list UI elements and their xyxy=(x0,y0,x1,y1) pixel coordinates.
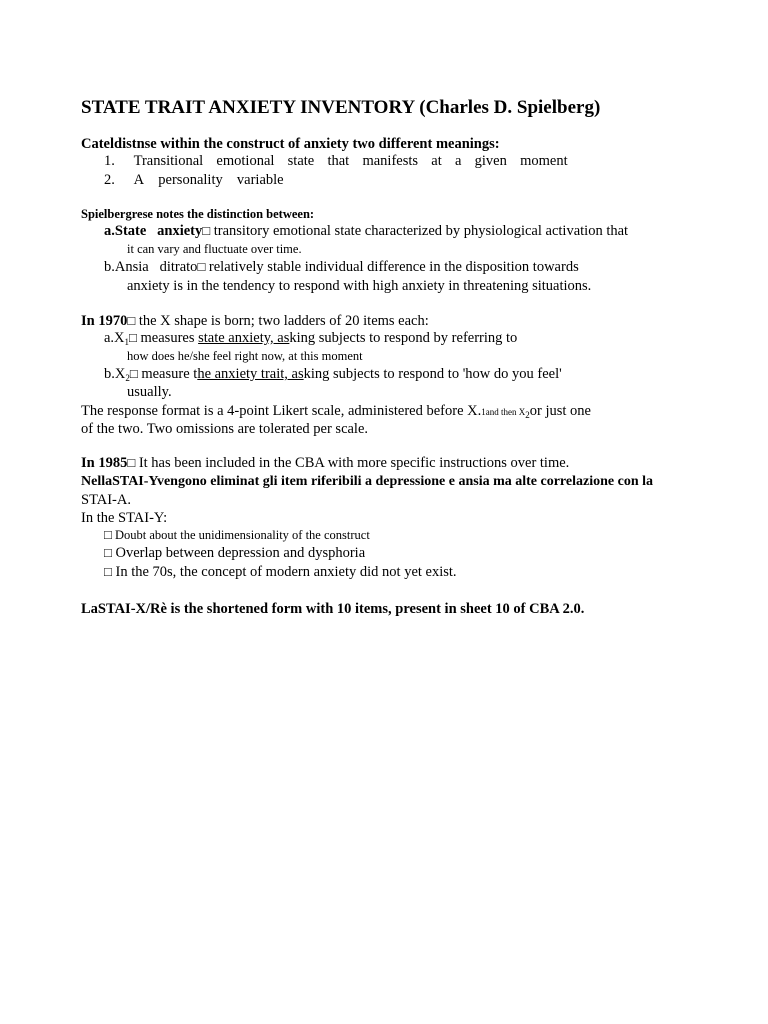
box-bullet-icon: □ xyxy=(104,527,112,542)
item-number: 2. xyxy=(104,172,115,188)
response-format-cont: of the two. Two omissions are tolerated per scale. xyxy=(81,421,369,437)
response-format-line: The response format is a 4-point Likert scale, administered before X.1and then $X_2or$ just one xyxy=(81,403,591,420)
section1-item-1 xyxy=(104,152,568,170)
bullet-item: □ Overlap between depression and dysphoria xyxy=(104,545,366,561)
box-bullet-icon: □ xyxy=(104,564,112,579)
box-bullet-icon: □ xyxy=(104,545,112,560)
year-1970-line: In 1970□ the X shape is born; two ladders of 20 items each: xyxy=(81,313,429,329)
section2-heading: Spielbergrese notes the distinction between: xyxy=(81,207,315,221)
document-title: STATE TRAIT ANXIETY INVENTORY (Charles D. Spielberg) xyxy=(81,97,601,118)
item-number: 1. xyxy=(104,153,115,169)
x2-cont: usually. xyxy=(127,384,172,400)
box-glyph-icon: □ xyxy=(127,455,136,470)
x1-line: $a.X_1□$ measures state anxiety, asking subjects to respond by referring to xyxy=(104,330,518,347)
year-1985-line: In 1985□ It has been included in the CBA with more specific instructions over time. xyxy=(81,455,570,471)
state-anxiety-cont: it can vary and fluctuate over time. xyxy=(127,242,302,256)
box-glyph-icon: □ xyxy=(197,259,206,274)
section1-heading: Cateldistnse within the construct of anxiety two different meanings: xyxy=(81,136,500,152)
x1-cont: how does he/she feel right now, at this moment xyxy=(127,349,363,363)
state-anxiety-line: a.State anxiety□ transitory emotional state characterized by physiological activation that xyxy=(104,223,629,239)
trait-anxiety-label: b.Ansia ditrato xyxy=(104,259,198,275)
box-glyph-icon: □ xyxy=(202,223,211,238)
box-glyph-icon: □ xyxy=(129,366,138,381)
final-statement: LaSTAI-X/Rè is the shortened form with 10 items, present in sheet 10 of CBA 2.0. xyxy=(81,601,585,617)
item-text: A personality variable xyxy=(133,172,284,188)
section1-item-2 xyxy=(104,171,284,189)
box-glyph-icon: □ xyxy=(127,313,136,328)
bullet-item: □ In the 70s, the concept of modern anxiety did not yet exist. xyxy=(104,564,457,580)
item-text: Transitional emotional state that manifests at a given moment xyxy=(133,153,568,169)
year-1970: In 1970 xyxy=(81,313,128,329)
stai-y-bold-cont: STAI-A. xyxy=(81,492,131,508)
x2-line: $b.X_2□$ measure the anxiety trait, asking subjects to respond to 'how do you feel' xyxy=(104,366,562,383)
bullet-item: □ Doubt about the unidimensionality of the construct xyxy=(104,527,370,542)
stai-y-heading: In the STAI-Y: xyxy=(81,510,168,526)
trait-anxiety-line: b.Ansia ditrato□ relatively stable individual difference in the disposition towards xyxy=(104,259,579,275)
year-1985: In 1985 xyxy=(81,455,128,471)
state-anxiety-label: a.State anxiety xyxy=(104,223,203,239)
stai-y-bold-line: NellaSTAI-Yvengono eliminat gli item riferibili a depressione e ansia ma alte correlazione con la xyxy=(81,474,653,489)
box-glyph-icon: □ xyxy=(129,330,137,345)
trait-anxiety-cont: anxiety is in the tendency to respond with high anxiety in threatening situations. xyxy=(127,278,592,294)
